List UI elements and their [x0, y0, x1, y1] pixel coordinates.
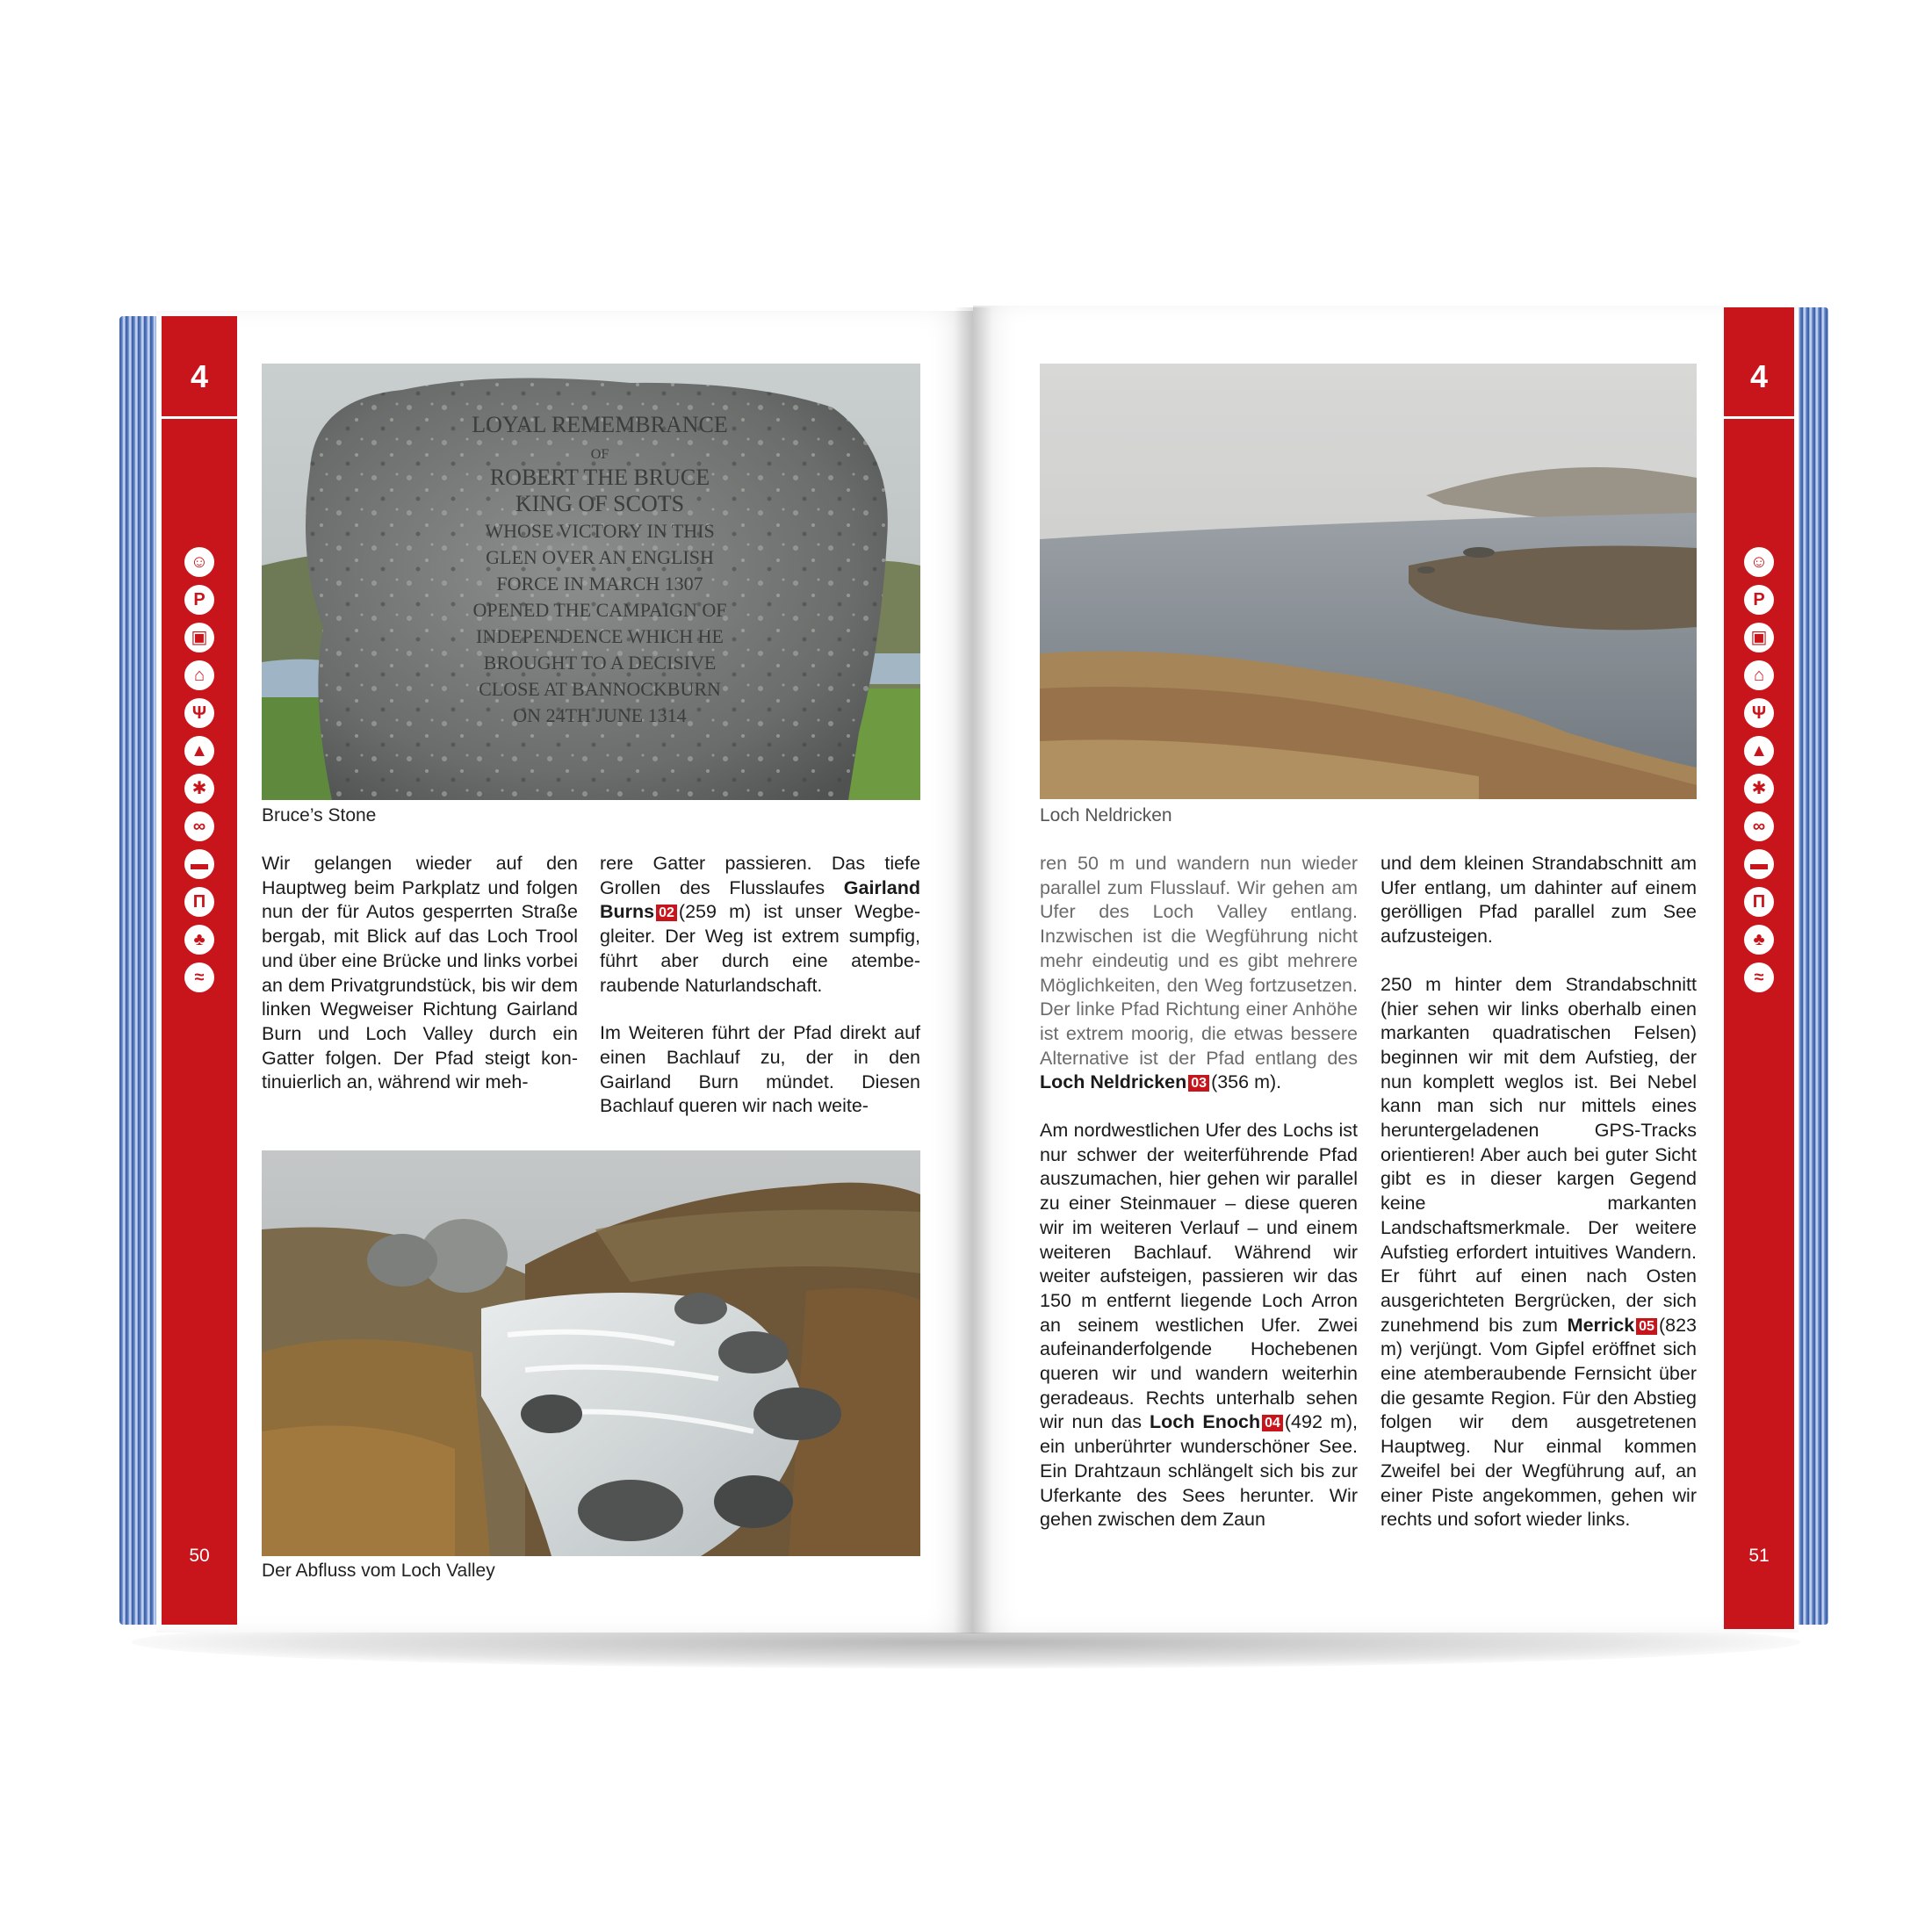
- paragraph: und dem kleinen Strandabschnitt am Ufer entlang, um dahinter auf einem gerölligen Pfad parallel zum See aufzusteigen.: [1381, 853, 1697, 948]
- inscription-line: OPENED THE CAMPAIGN OF: [472, 599, 727, 621]
- paragraph: rere Gatter passieren. Das tiefe Grollen des Flusslaufes Gairland Burns 02 (259 m) ist unser Wegbegleiter. Der Weg ist extrem sumpfig, führt aber durch eine atemberaubende Naturlandschaft.: [600, 853, 920, 996]
- snowflake-icon: ✱: [184, 774, 214, 804]
- inscription-line: CLOSE AT BANNOCKBURN: [479, 678, 721, 700]
- caption-loch-valley-outflow: Der Abfluss vom Loch Valley: [262, 1561, 495, 1581]
- paragraph: Im Weiteren führt der Pfad direkt auf einen Bachlauf zu, der in den Gairland Burn mündet. Diesen Bachlauf queren wir nach weite-: [600, 1022, 920, 1117]
- waypoint-badge: 03: [1188, 1075, 1209, 1092]
- inscription-line: KING OF SCOTS: [515, 491, 685, 516]
- page-number-right: 51: [1748, 1546, 1770, 1566]
- mountain-icon: ▲: [1744, 736, 1774, 766]
- paragraph: ren 50 m und wandern nun wieder parallel zum Flusslauf. Wir gehen am Ufer des Loch Valley entlang. Inzwischen ist die Wegführung nicht mehr eindeutig und es gibt mehrere Möglichkeiten, den Weg fortzusetzen. Der linke Pfad Richtung einer Anhöhe ist extrem moorig, die etwas bessere Alternative ist der Pfad entlang des Loch Neldricken 03 (356 m).: [1040, 853, 1358, 1093]
- chapter-number: 4: [1749, 358, 1769, 394]
- bicycle-icon: ∞: [184, 811, 214, 841]
- inscription-line: OF: [590, 447, 609, 462]
- swimming-icon: ≈: [1744, 962, 1774, 992]
- left-text-column-1: [262, 852, 578, 1119]
- restaurant-icon: Ψ: [184, 698, 214, 728]
- left-chapter-bar: [162, 316, 237, 1625]
- waypoint-badge: 05: [1636, 1318, 1657, 1335]
- page-number-left: 50: [189, 1546, 210, 1566]
- place-loch-neldricken: Loch Neldricken: [1040, 1071, 1187, 1093]
- cable-car-icon: ⌂: [1744, 660, 1774, 690]
- inscription-line: LOYAL REMEMBRANCE: [472, 412, 728, 437]
- bear-icon: ☺: [184, 547, 214, 577]
- chapter-divider: [162, 416, 237, 419]
- paragraph: 250 m hinter dem Strandabschnitt (hier sehen wir links oberhalb einen markanten quadratischen Felsen) beginnen wir mit dem Aufstieg, der nun komplett weglos ist. Bei Nebel kann man sich nur mittels eines heruntergeladenen GPS-Tracks orientieren! Aber auch bei guter Sicht gibt es in dieser kargen Gegend keine markanten Landschaftsmerkmale. Der weitere Aufstieg erfordert intuitives Wandern. Er führt auf einen nach Osten ausgerichteten Bergrücken, der sich zunehmend bis zum Merrick 05 (823 m) verjüngt. Vom Gipfel eröffnet sich eine atemberaubende Fernsicht über die gesamte Region. Für den Abstieg folgen wir dem ausgetretenen Hauptweg. Nur einmal kommen Zweifel bei der Wegführung auf, an einer Piste angekommen, gehen wir rechts und sofort wieder links.: [1381, 973, 1697, 1531]
- museum-icon: Π: [1744, 887, 1774, 917]
- waypoint-badge: 04: [1262, 1415, 1283, 1431]
- place-loch-enoch: Loch Enoch: [1150, 1411, 1261, 1433]
- inscription-line: FORCE IN MARCH 1307: [496, 573, 703, 595]
- inscription-line: BROUGHT TO A DECISIVE: [483, 652, 717, 674]
- inscription-line: GLEN OVER AN ENGLISH: [486, 546, 714, 568]
- place-gairland-burns: Gairland Burns: [600, 876, 920, 923]
- parking-icon: P: [1744, 585, 1774, 615]
- chapter-number: 4: [190, 358, 209, 394]
- photo-loch-valley-outflow: [262, 1150, 920, 1556]
- camper-icon: ▬: [1744, 849, 1774, 879]
- bear-icon: ☺: [1744, 547, 1774, 577]
- right-text-column-2: [1381, 852, 1697, 1556]
- bicycle-icon: ∞: [1744, 811, 1774, 841]
- paragraph: Am nordwestlichen Ufer des Lochs ist nur schwer der weiterführende Pfad auszumachen, hier gehen wir parallel zu einer Steinmauer – diese queren wir im weiteren Verlauf – und einem weiteren Bachlauf. Während wir weiter aufsteigen, passieren wir das 150 m entfernt liegende Loch Arron an seinem westlichen Ufer. Zwei aufeinanderfolgende Hochebenen queren wir und wandern weiterhin geradeaus. Rechts unterhalb sehen wir nun das Loch Enoch 04 (492 m), ein unberührter wunderschöner See. Ein Drahtzaun schlängelt sich bis zur Uferkante des Sees herunter. Wir gehen zwischen dem Zaun: [1040, 1120, 1358, 1531]
- bus-icon: ▣: [1744, 623, 1774, 652]
- chapter-divider: [1724, 416, 1794, 419]
- photo-loch-neldricken: [1040, 364, 1697, 799]
- camper-icon: ▬: [184, 849, 214, 879]
- waypoint-badge: 02: [656, 905, 677, 921]
- bus-icon: ▣: [184, 623, 214, 652]
- left-text-column-2: [600, 852, 920, 1143]
- book-gutter: [954, 307, 992, 1633]
- caption-loch-neldricken: Loch Neldricken: [1040, 805, 1172, 825]
- tree-icon: ♣: [1744, 925, 1774, 955]
- inscription-line: ROBERT THE BRUCE: [489, 465, 710, 490]
- restaurant-icon: Ψ: [1744, 698, 1774, 728]
- mountain-icon: ▲: [184, 736, 214, 766]
- place-merrick: Merrick: [1567, 1314, 1635, 1336]
- snowflake-icon: ✱: [1744, 774, 1774, 804]
- inscription-line: INDEPENDENCE WHICH HE: [476, 625, 724, 647]
- cable-car-icon: ⌂: [184, 660, 214, 690]
- right-text-column-1: [1040, 852, 1358, 1556]
- caption-bruces-stone: Bruce’s Stone: [262, 805, 377, 825]
- swimming-icon: ≈: [184, 962, 214, 992]
- inscription-line: ON 24TH JUNE 1314: [513, 704, 687, 726]
- parking-icon: P: [184, 585, 214, 615]
- museum-icon: Π: [184, 887, 214, 917]
- right-chapter-bar: [1724, 307, 1794, 1629]
- photo-bruces-stone: [262, 364, 920, 800]
- tree-icon: ♣: [184, 925, 214, 955]
- inscription-line: WHOSE VICTORY IN THIS: [485, 520, 715, 542]
- paragraph: Wir gelangen wieder auf den Hauptweg beim Parkplatz und folgen nun der für Autos gesperrten Straße bergab, mit Blick auf das Loch Trool und über eine Brücke und links vorbei an dem Privatgrundstück, bis wir dem linken Wegweiser Richtung Gairland Burn und Loch Valley durch ein Gatter folgen. Der Pfad steigt kontinuierlich an, während wir meh-: [262, 853, 578, 1093]
